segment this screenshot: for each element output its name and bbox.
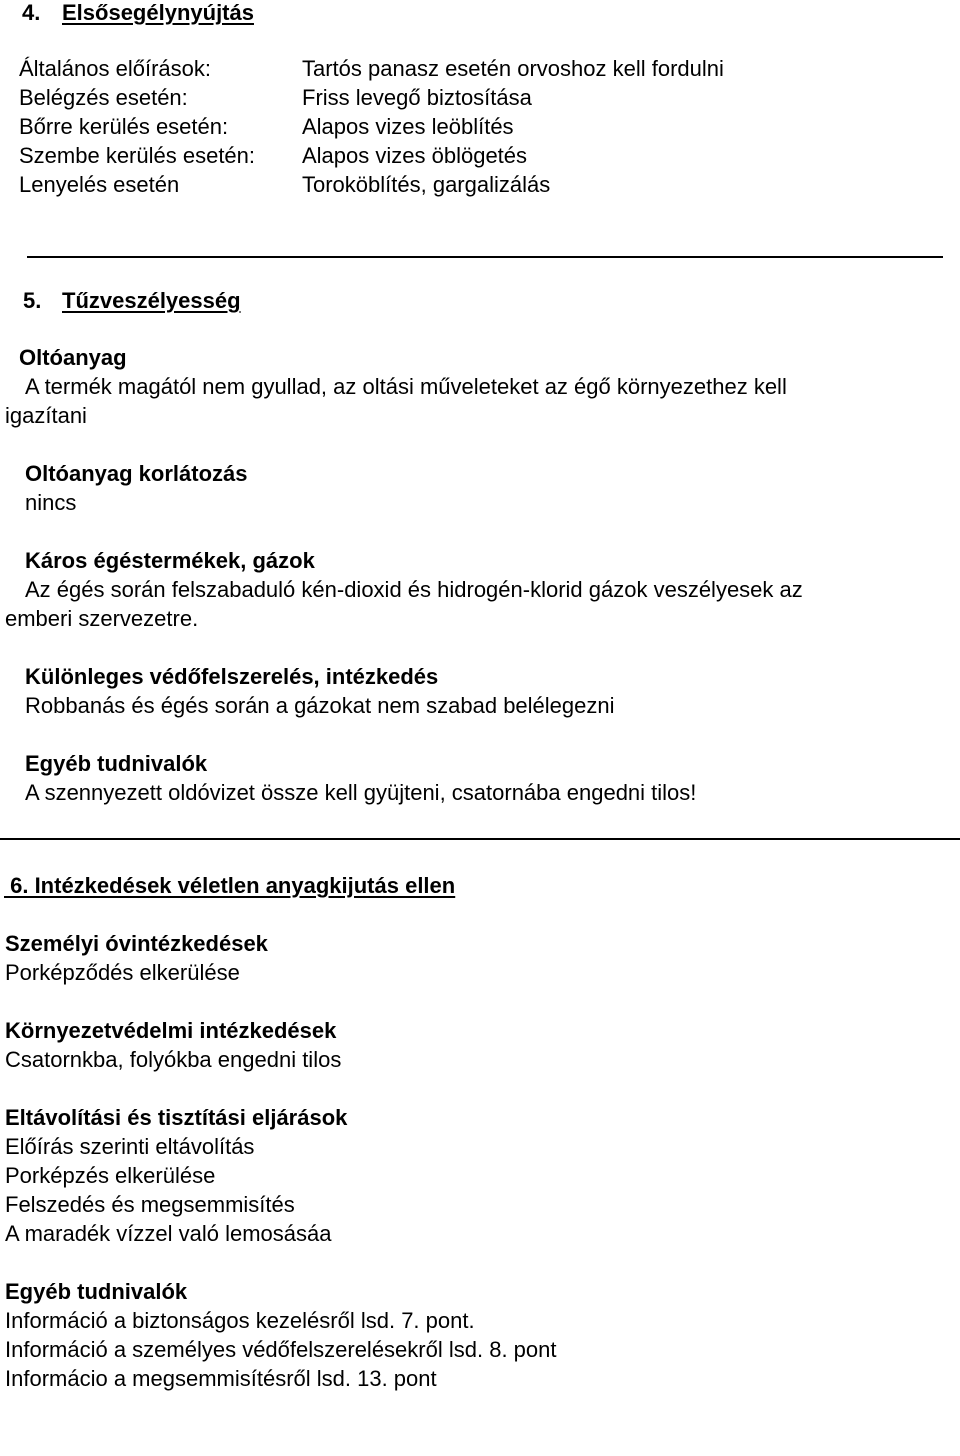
block-line: A maradék vízzel való lemosásáa [5, 1221, 332, 1246]
block-heading: Oltóanyag [19, 345, 127, 370]
section-divider [0, 838, 960, 840]
block-line: Informácio a megsemmisítésről lsd. 13. pont [5, 1366, 437, 1391]
first-aid-label: Belégzés esetén: [19, 85, 188, 110]
section6-title: 6. Intézkedések véletlen anyagkijutás ellen [4, 873, 456, 898]
first-aid-value: Friss levegő biztosítása [302, 85, 532, 110]
block-line: Csatornkba, folyókba engedni tilos [5, 1047, 342, 1072]
section-divider [27, 256, 943, 258]
block-line: Információ a személyes védőfelszerelésekről lsd. 8. pont [5, 1337, 557, 1362]
block-line: Robbanás és égés során a gázokat nem szabad belélegezni [25, 693, 615, 718]
block-line: Az égés során felszabaduló kén-dioxid és hidrogén-klorid gázok veszélyesek az [25, 577, 803, 602]
section4-title: Elsősegélynyújtás [62, 0, 254, 25]
section4-number: 4. [22, 0, 41, 25]
block-line: A szennyezett oldóvizet össze kell gyüjteni, csatornába engedni tilos! [25, 780, 697, 805]
block-line: igazítani [5, 403, 87, 428]
block-heading: Személyi óvintézkedések [5, 931, 268, 956]
block-line: Információ a biztonságos kezelésről lsd. 7. pont. [5, 1308, 475, 1333]
section5-number: 5. [23, 288, 42, 313]
first-aid-label: Bőrre kerülés esetén: [19, 114, 229, 139]
block-heading: Egyéb tudnivalók [5, 1279, 188, 1304]
first-aid-value: Toroköblítés, gargalizálás [302, 172, 551, 197]
block-line: emberi szervezetre. [5, 606, 199, 631]
block-heading: Oltóanyag korlátozás [25, 461, 248, 486]
block-heading: Egyéb tudnivalók [25, 751, 208, 776]
block-heading: Környezetvédelmi intézkedések [5, 1018, 337, 1043]
block-line: Porképzés elkerülése [5, 1163, 216, 1188]
block-heading: Különleges védőfelszerelés, intézkedés [25, 664, 439, 689]
block-line: A termék magától nem gyullad, az oltási műveleteket az égő környezethez kell [25, 374, 787, 399]
first-aid-value: Tartós panasz esetén orvoshoz kell fordulni [302, 56, 724, 81]
block-line: Porképződés elkerülése [5, 960, 240, 985]
first-aid-value: Alapos vizes öblögetés [302, 143, 528, 168]
first-aid-value: Alapos vizes leöblítés [302, 114, 514, 139]
first-aid-label: Szembe kerülés esetén: [19, 143, 256, 168]
block-heading: Eltávolítási és tisztítási eljárások [5, 1105, 348, 1130]
first-aid-label: Általános előírások: [19, 56, 211, 81]
section5-title: Tűzveszélyesség [62, 288, 241, 313]
block-line: Felszedés és megsemmisítés [5, 1192, 295, 1217]
block-line: nincs [25, 490, 77, 515]
block-heading: Káros égéstermékek, gázok [25, 548, 315, 573]
block-line: Előírás szerinti eltávolítás [5, 1134, 255, 1159]
first-aid-label: Lenyelés esetén [19, 172, 180, 197]
